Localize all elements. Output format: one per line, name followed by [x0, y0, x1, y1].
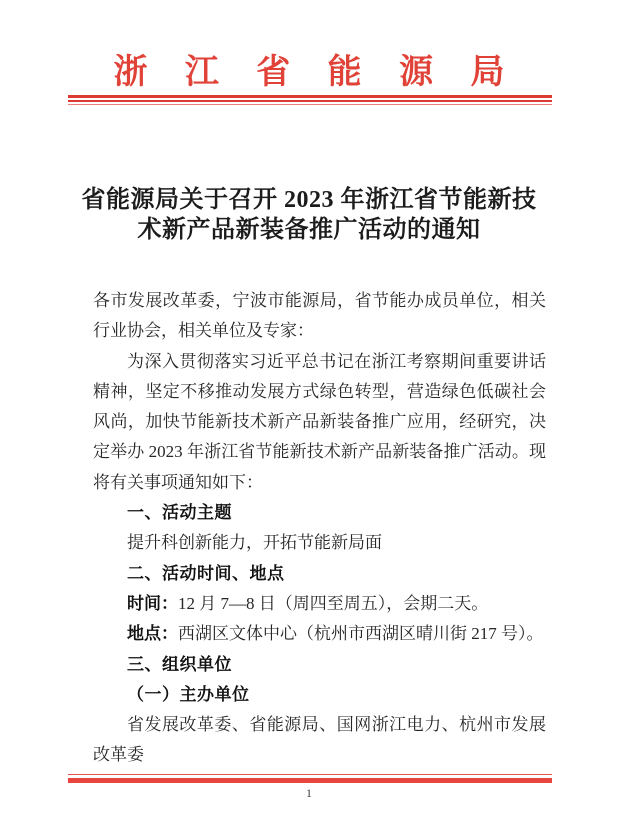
section3-sub1-body: 省发展改革委、省能源局、国网浙江电力、杭州市发展改革委: [93, 715, 546, 765]
section1-body: 提升科创新能力，开拓节能新局面: [127, 533, 382, 553]
event-venue-line: [93, 619, 546, 649]
salutation: 各市发展改革委，宁波市能源局，省节能办成员单位，相关行业协会，相关单位及专家：: [93, 291, 546, 341]
event-venue-value: 西湖区文体中心（杭州市西湖区晴川街 217 号）。: [178, 624, 544, 644]
section3-heading: 三、组织单位: [127, 654, 232, 674]
document-title: [36, 186, 582, 245]
document-title-line2: 术新产品新装备推广活动的通知: [137, 216, 481, 243]
event-time-label: 时间：: [127, 593, 178, 613]
section1-heading: 一、活动主题: [127, 503, 232, 523]
footer-divider: [68, 774, 552, 783]
letterhead-agency-name: 浙江省能源局: [113, 54, 542, 91]
event-time-value: 12 月 7—8 日（周四至周五），会期二天。: [178, 593, 489, 613]
letterhead-divider: [68, 95, 552, 105]
section3-sub1-heading: （一）主办单位: [127, 684, 250, 704]
page-number: 1: [306, 786, 312, 800]
document-body: [93, 286, 546, 771]
event-venue-label: 地点：: [127, 624, 178, 644]
letterhead-divider-thin-line: [68, 104, 552, 105]
section2-heading: 二、活动时间、地点: [127, 563, 285, 583]
intro-paragraph: 为深入贯彻落实习近平总书记在浙江考察期间重要讲话精神，坚定不移推动发展方式绿色转型，营造绿色低碳社会风尚，加快节能新技术新产品新装备推广应用，经研究，决定举办 2023 年浙江省节能新技术新产品新装备推广活动。现将有关事项通知如下：: [93, 351, 546, 492]
document-title-line1: 省能源局关于召开 2023 年浙江省节能新技: [81, 187, 537, 213]
footer-divider-thick-line: [68, 778, 552, 783]
event-time-line: [93, 589, 546, 619]
